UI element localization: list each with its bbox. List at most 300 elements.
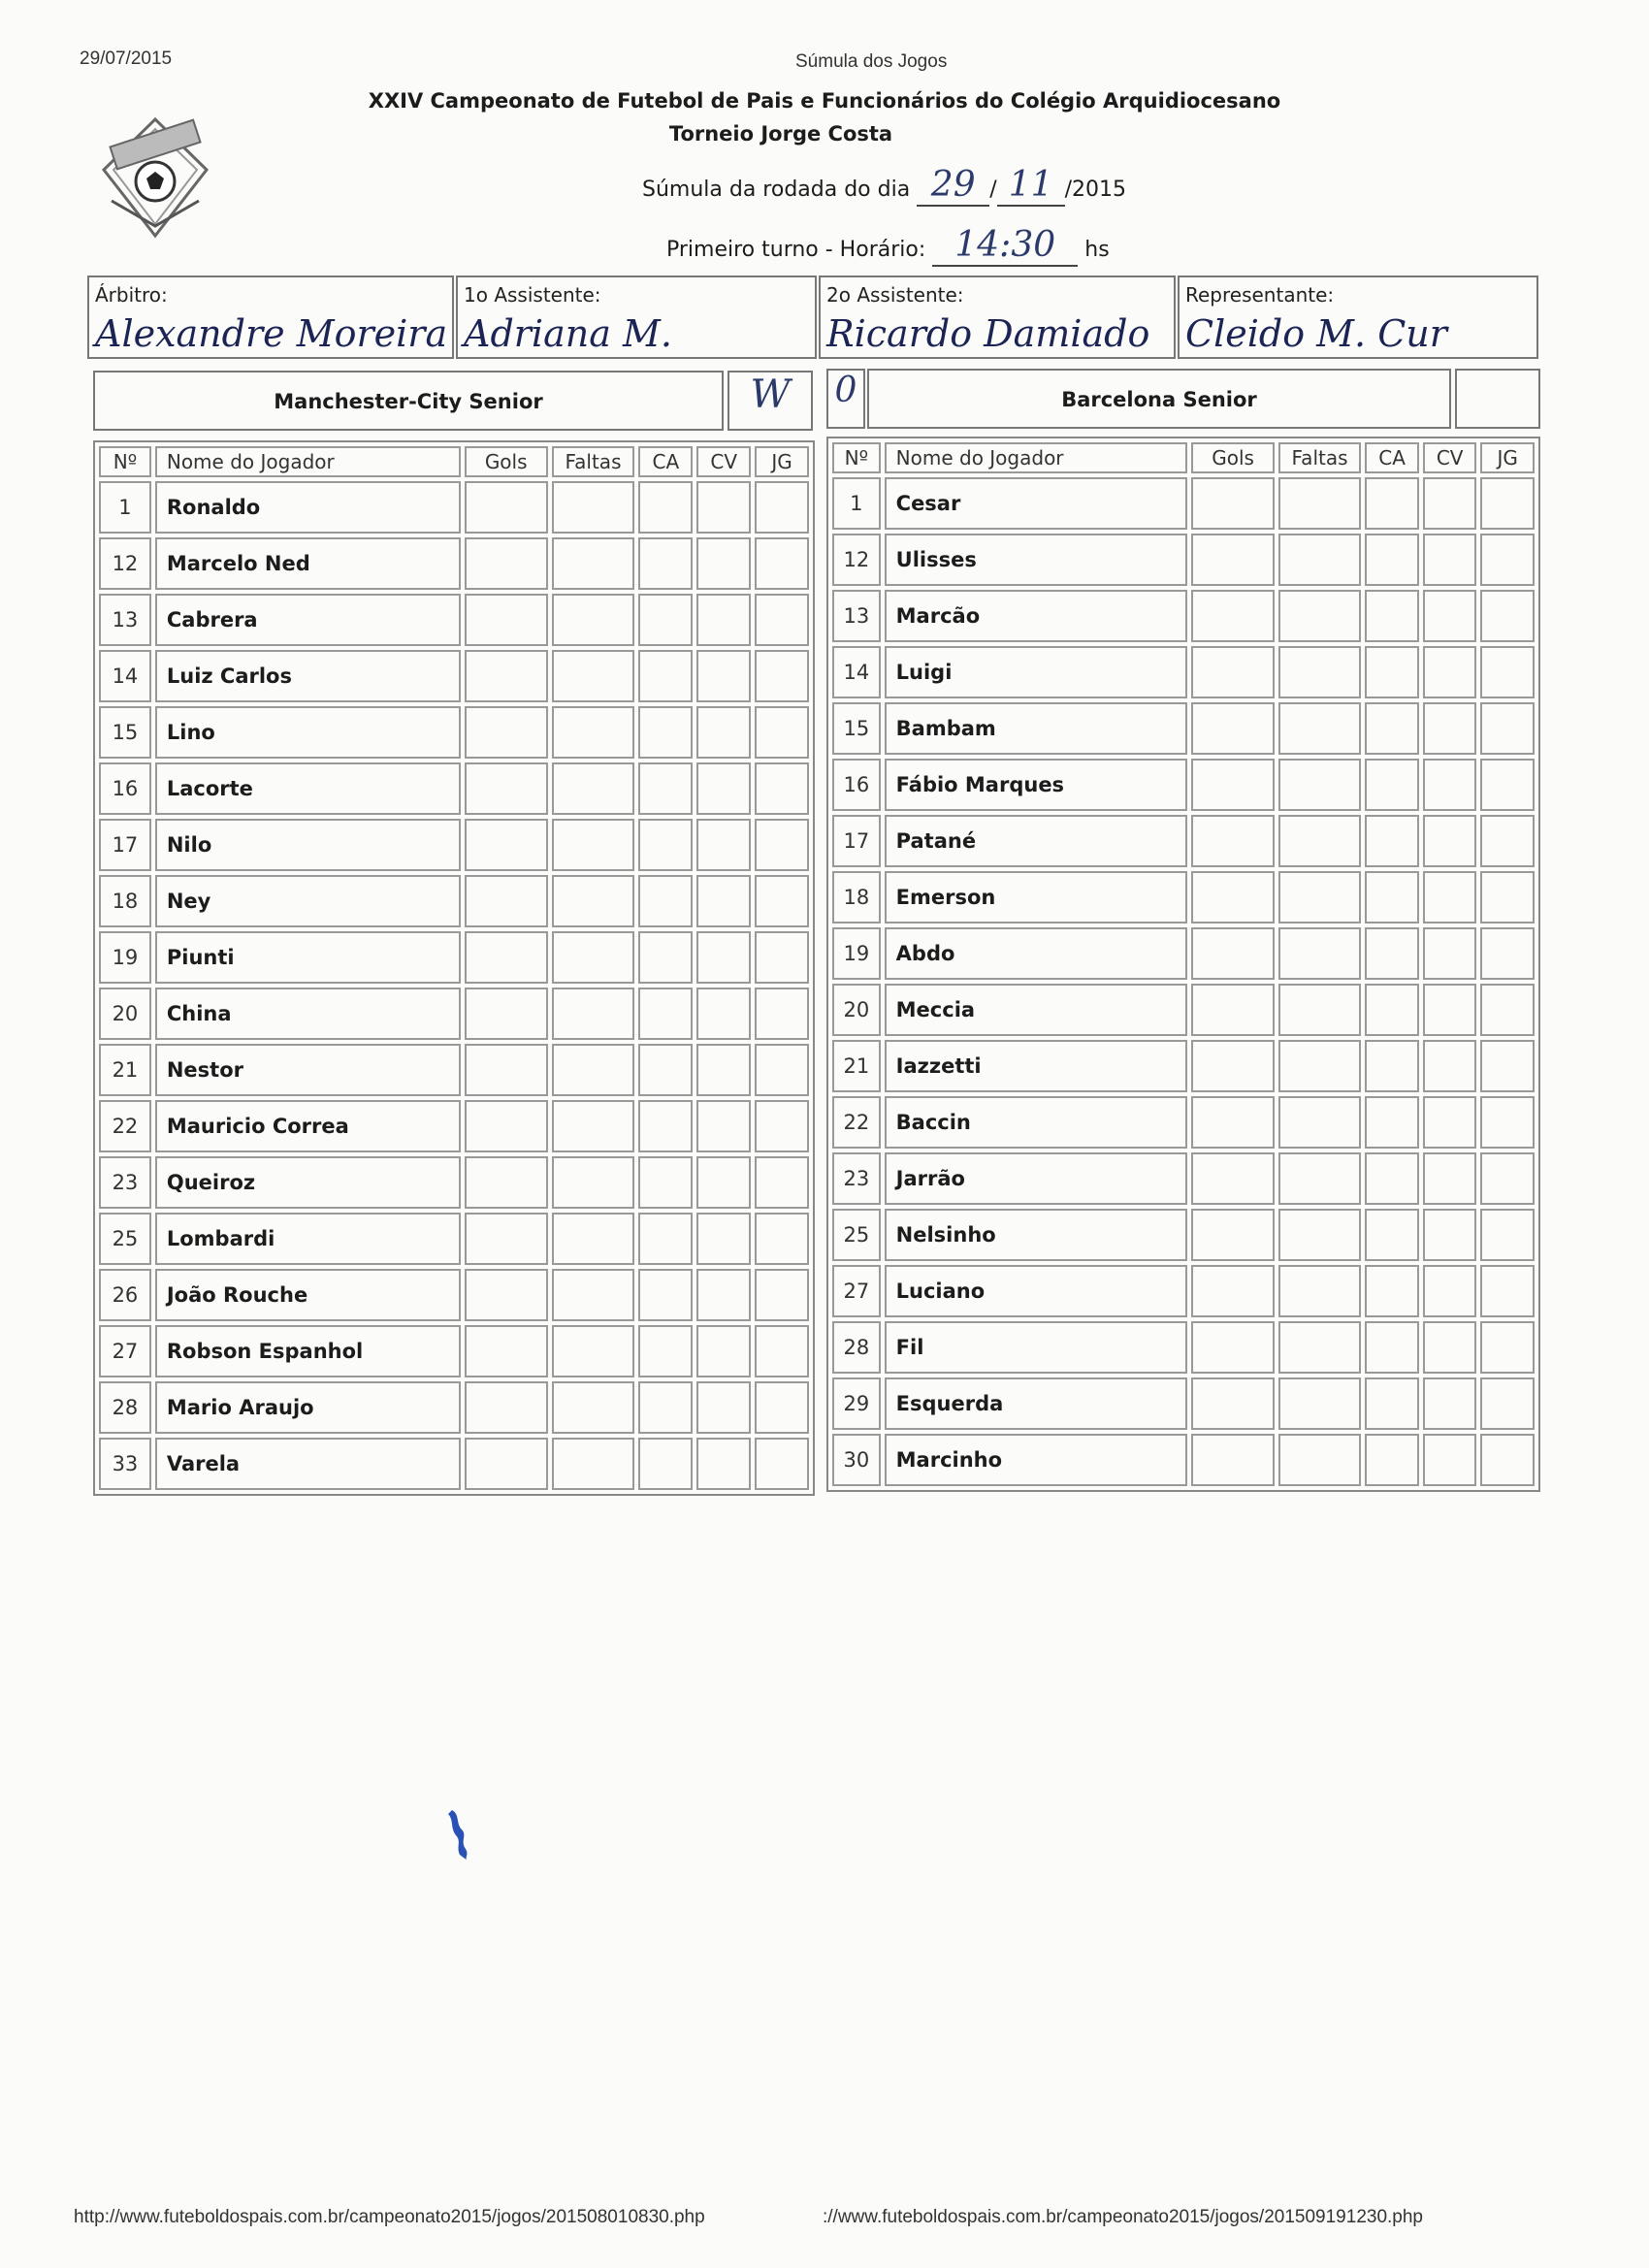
cv-cell[interactable]: [696, 1269, 751, 1321]
jg-cell[interactable]: [1480, 1434, 1535, 1486]
referee-box: [87, 275, 454, 359]
player-name: Ronaldo: [155, 481, 461, 534]
player-number: 17: [832, 815, 881, 867]
goals-cell[interactable]: [465, 1325, 548, 1377]
player-name: Luiz Carlos: [155, 650, 461, 702]
player-number: 15: [99, 706, 151, 759]
fouls-cell[interactable]: [552, 1213, 635, 1265]
player-name: Abdo: [885, 927, 1188, 980]
table-row: [99, 1438, 809, 1490]
cv-cell[interactable]: [1423, 1209, 1477, 1261]
player-number: 23: [832, 1152, 881, 1205]
fouls-cell[interactable]: [1278, 1209, 1362, 1261]
fouls-cell[interactable]: [1278, 590, 1362, 642]
jg-cell[interactable]: [1480, 702, 1535, 755]
ca-cell[interactable]: [638, 1213, 693, 1265]
turn-time: 14:30: [932, 225, 1078, 267]
goals-cell[interactable]: [1191, 646, 1274, 698]
fouls-cell[interactable]: [1278, 646, 1362, 698]
cv-cell[interactable]: [696, 650, 751, 702]
assistant-1-label: 1o Assistente:: [464, 283, 601, 307]
ca-cell[interactable]: [1365, 1377, 1419, 1430]
cv-cell[interactable]: [696, 1156, 751, 1209]
tournament-title: Torneio Jorge Costa: [668, 122, 893, 146]
goals-cell[interactable]: [465, 762, 548, 815]
player-name: Marcão: [885, 590, 1188, 642]
roster-body: [99, 481, 809, 1490]
player-name: Nelsinho: [885, 1209, 1188, 1261]
table-row: [99, 481, 809, 534]
fouls-cell[interactable]: [1278, 759, 1362, 811]
table-row: [832, 815, 1535, 867]
goals-cell[interactable]: [465, 1100, 548, 1152]
table-row: [99, 594, 809, 646]
ca-cell[interactable]: [1365, 534, 1419, 586]
goals-cell[interactable]: [465, 1156, 548, 1209]
table-row: [99, 1381, 809, 1434]
cv-cell[interactable]: [1423, 702, 1477, 755]
player-number: 15: [832, 702, 881, 755]
cv-cell[interactable]: [1423, 1040, 1477, 1092]
fouls-cell[interactable]: [1278, 815, 1362, 867]
jg-cell[interactable]: [1480, 1377, 1535, 1430]
table-row: [99, 819, 809, 871]
roster-table: [826, 437, 1540, 1492]
col-fouls: Faltas: [1278, 442, 1362, 473]
referee-signature: Alexandre Moreira: [95, 312, 448, 355]
ca-cell[interactable]: [1365, 1265, 1419, 1317]
table-row: [99, 1213, 809, 1265]
cv-cell[interactable]: [1423, 815, 1477, 867]
player-name: Ulisses: [885, 534, 1188, 586]
goals-cell[interactable]: [1191, 477, 1274, 530]
goals-cell[interactable]: [465, 988, 548, 1040]
goals-cell[interactable]: [1191, 1434, 1274, 1486]
player-name: Cesar: [885, 477, 1188, 530]
ca-cell[interactable]: [638, 1156, 693, 1209]
fouls-cell[interactable]: [552, 481, 635, 534]
cv-cell[interactable]: [1423, 927, 1477, 980]
fouls-cell[interactable]: [552, 875, 635, 927]
player-number: 33: [99, 1438, 151, 1490]
ca-cell[interactable]: [1365, 1152, 1419, 1205]
jg-cell[interactable]: [1480, 1096, 1535, 1149]
col-num: Nº: [99, 446, 151, 477]
table-row: [832, 1040, 1535, 1092]
col-cv: CV: [1423, 442, 1477, 473]
club-crest-icon: [92, 112, 218, 243]
ca-cell[interactable]: [1365, 477, 1419, 530]
fouls-cell[interactable]: [552, 1381, 635, 1434]
table-row: [99, 762, 809, 815]
player-number: 27: [99, 1325, 151, 1377]
goals-cell[interactable]: [1191, 534, 1274, 586]
ca-cell[interactable]: [1365, 1434, 1419, 1486]
player-name: Esquerda: [885, 1377, 1188, 1430]
table-row: [99, 650, 809, 702]
player-name: Mauricio Correa: [155, 1100, 461, 1152]
cv-cell[interactable]: [696, 1438, 751, 1490]
fouls-cell[interactable]: [1278, 1377, 1362, 1430]
assistant-1-signature: Adriana M.: [464, 312, 672, 355]
player-name: Fábio Marques: [885, 759, 1188, 811]
fouls-cell[interactable]: [1278, 1040, 1362, 1092]
cv-cell[interactable]: [696, 931, 751, 984]
player-name: Luigi: [885, 646, 1188, 698]
player-name: Baccin: [885, 1096, 1188, 1149]
fouls-cell[interactable]: [552, 762, 635, 815]
turn-time-line: [666, 225, 1110, 267]
assistant-2-signature: Ricardo Damiado: [826, 312, 1150, 355]
goals-cell[interactable]: [1191, 1096, 1274, 1149]
jg-cell[interactable]: [755, 481, 809, 534]
player-number: 27: [832, 1265, 881, 1317]
jg-cell[interactable]: [1480, 984, 1535, 1036]
player-number: 22: [99, 1100, 151, 1152]
fouls-cell[interactable]: [552, 1100, 635, 1152]
jg-cell[interactable]: [1480, 1265, 1535, 1317]
ca-cell[interactable]: [1365, 927, 1419, 980]
fouls-cell[interactable]: [552, 1325, 635, 1377]
fouls-cell[interactable]: [552, 931, 635, 984]
player-name: Lino: [155, 706, 461, 759]
roster-header-row: [832, 442, 1535, 473]
jg-cell[interactable]: [755, 819, 809, 871]
cv-cell[interactable]: [696, 1044, 751, 1096]
goals-cell[interactable]: [1191, 1265, 1274, 1317]
fouls-cell[interactable]: [1278, 534, 1362, 586]
player-number: 18: [832, 871, 881, 923]
team-name: Manchester-City Senior: [274, 390, 543, 413]
cv-cell[interactable]: [1423, 534, 1477, 586]
fouls-cell[interactable]: [1278, 477, 1362, 530]
cv-cell[interactable]: [1423, 871, 1477, 923]
player-name: Marcinho: [885, 1434, 1188, 1486]
fouls-cell[interactable]: [1278, 871, 1362, 923]
player-number: 25: [832, 1209, 881, 1261]
goals-cell[interactable]: [465, 1381, 548, 1434]
ca-cell[interactable]: [1365, 590, 1419, 642]
ca-cell[interactable]: [638, 481, 693, 534]
team-name: Barcelona Senior: [1061, 388, 1257, 411]
fouls-cell[interactable]: [552, 1044, 635, 1096]
goals-cell[interactable]: [465, 706, 548, 759]
jg-cell[interactable]: [1480, 1321, 1535, 1374]
goals-cell[interactable]: [1191, 1152, 1274, 1205]
goals-cell[interactable]: [1191, 702, 1274, 755]
cv-cell[interactable]: [1423, 1096, 1477, 1149]
jg-cell[interactable]: [1480, 1209, 1535, 1261]
table-row: [832, 1209, 1535, 1261]
player-name: Queiroz: [155, 1156, 461, 1209]
ca-cell[interactable]: [1365, 815, 1419, 867]
table-row: [99, 875, 809, 927]
fouls-cell[interactable]: [552, 650, 635, 702]
fouls-cell[interactable]: [1278, 1321, 1362, 1374]
round-date-line: Súmula da rodada do dia 29 / 11 /2015: [642, 165, 1127, 205]
player-name: Meccia: [885, 984, 1188, 1036]
round-day: 29: [917, 165, 989, 207]
player-number: 21: [99, 1044, 151, 1096]
footer-url-left: http://www.futeboldospais.com.br/campeonato2015/jogos/201508010830.php: [74, 2207, 705, 2227]
cv-cell[interactable]: [1423, 1152, 1477, 1205]
cv-cell[interactable]: [1423, 477, 1477, 530]
fouls-cell[interactable]: [552, 594, 635, 646]
table-row: [832, 871, 1535, 923]
cv-cell[interactable]: [696, 762, 751, 815]
player-name: Robson Espanhol: [155, 1325, 461, 1377]
ca-cell[interactable]: [638, 1381, 693, 1434]
ca-cell[interactable]: [1365, 1040, 1419, 1092]
goals-cell[interactable]: [465, 650, 548, 702]
goals-cell[interactable]: [1191, 1209, 1274, 1261]
goals-cell[interactable]: [465, 1213, 548, 1265]
table-row: [99, 1100, 809, 1152]
player-number: 12: [832, 534, 881, 586]
goals-cell[interactable]: [1191, 759, 1274, 811]
jg-cell[interactable]: [1480, 534, 1535, 586]
table-row: [832, 1434, 1535, 1486]
table-row: [99, 931, 809, 984]
jg-cell[interactable]: [755, 875, 809, 927]
player-name: Nestor: [155, 1044, 461, 1096]
player-name: Piunti: [155, 931, 461, 984]
col-ca: CA: [1365, 442, 1419, 473]
cv-cell[interactable]: [696, 594, 751, 646]
player-number: 30: [832, 1434, 881, 1486]
player-number: 26: [99, 1269, 151, 1321]
col-goals: Gols: [465, 446, 548, 477]
goals-cell[interactable]: [1191, 871, 1274, 923]
cv-cell[interactable]: [696, 706, 751, 759]
ca-cell[interactable]: [638, 1438, 693, 1490]
player-number: 16: [832, 759, 881, 811]
goals-cell[interactable]: [1191, 927, 1274, 980]
representative-label: Representante:: [1185, 283, 1335, 307]
cv-cell[interactable]: [696, 537, 751, 590]
col-fouls: Faltas: [552, 446, 635, 477]
fouls-cell[interactable]: [1278, 1265, 1362, 1317]
jg-cell[interactable]: [755, 650, 809, 702]
cv-cell[interactable]: [1423, 759, 1477, 811]
ca-cell[interactable]: [638, 1100, 693, 1152]
fouls-cell[interactable]: [552, 988, 635, 1040]
jg-cell[interactable]: [755, 1269, 809, 1321]
jg-cell[interactable]: [1480, 927, 1535, 980]
ca-cell[interactable]: [638, 706, 693, 759]
table-row: [99, 988, 809, 1040]
player-name: Fil: [885, 1321, 1188, 1374]
jg-cell[interactable]: [1480, 1152, 1535, 1205]
ca-cell[interactable]: [638, 819, 693, 871]
ca-cell[interactable]: [638, 537, 693, 590]
fouls-cell[interactable]: [1278, 702, 1362, 755]
player-number: 29: [832, 1377, 881, 1430]
player-name: China: [155, 988, 461, 1040]
cv-cell[interactable]: [1423, 1265, 1477, 1317]
ca-cell[interactable]: [638, 762, 693, 815]
turn-suffix: hs: [1084, 238, 1110, 262]
cv-cell[interactable]: [696, 1381, 751, 1434]
round-year: /2015: [1064, 178, 1127, 202]
jg-cell[interactable]: [755, 931, 809, 984]
goals-cell[interactable]: [465, 537, 548, 590]
ca-cell[interactable]: [638, 875, 693, 927]
table-row: [99, 1269, 809, 1321]
table-row: [99, 1325, 809, 1377]
goals-cell[interactable]: [1191, 590, 1274, 642]
fouls-cell[interactable]: [552, 537, 635, 590]
ca-cell[interactable]: [638, 1269, 693, 1321]
ca-cell[interactable]: [638, 650, 693, 702]
goals-cell[interactable]: [465, 1438, 548, 1490]
representative-box: [1178, 275, 1538, 359]
col-ca: CA: [638, 446, 693, 477]
ca-cell[interactable]: [638, 931, 693, 984]
team-extra-box: [1455, 369, 1540, 429]
player-number: 25: [99, 1213, 151, 1265]
jg-cell[interactable]: [755, 537, 809, 590]
cv-cell[interactable]: [696, 1213, 751, 1265]
player-number: 13: [832, 590, 881, 642]
cv-cell[interactable]: [1423, 984, 1477, 1036]
ca-cell[interactable]: [638, 594, 693, 646]
ca-cell[interactable]: [1365, 1209, 1419, 1261]
player-name: Ney: [155, 875, 461, 927]
fouls-cell[interactable]: [552, 1156, 635, 1209]
ca-cell[interactable]: [1365, 871, 1419, 923]
jg-cell[interactable]: [1480, 477, 1535, 530]
fouls-cell[interactable]: [1278, 927, 1362, 980]
jg-cell[interactable]: [1480, 1040, 1535, 1092]
table-row: [832, 590, 1535, 642]
fouls-cell[interactable]: [1278, 984, 1362, 1036]
jg-cell[interactable]: [755, 988, 809, 1040]
goals-cell[interactable]: [1191, 1040, 1274, 1092]
round-month: 11: [997, 165, 1065, 207]
jg-cell[interactable]: [755, 1438, 809, 1490]
fouls-cell[interactable]: [1278, 1096, 1362, 1149]
ca-cell[interactable]: [1365, 759, 1419, 811]
player-number: 13: [99, 594, 151, 646]
ca-cell[interactable]: [1365, 702, 1419, 755]
col-name: Nome do Jogador: [155, 446, 461, 477]
ca-cell[interactable]: [1365, 646, 1419, 698]
jg-cell[interactable]: [755, 1381, 809, 1434]
goals-cell[interactable]: [465, 875, 548, 927]
table-row: [832, 1152, 1535, 1205]
jg-cell[interactable]: [755, 706, 809, 759]
cv-cell[interactable]: [696, 1325, 751, 1377]
referee-label: Árbitro:: [95, 283, 168, 307]
jg-cell[interactable]: [755, 762, 809, 815]
ca-cell[interactable]: [1365, 984, 1419, 1036]
player-name: Emerson: [885, 871, 1188, 923]
player-number: 1: [99, 481, 151, 534]
ca-cell[interactable]: [638, 988, 693, 1040]
player-number: 19: [99, 931, 151, 984]
cv-cell[interactable]: [1423, 1434, 1477, 1486]
ink-mark-icon: [446, 1806, 475, 1863]
cv-cell[interactable]: [1423, 590, 1477, 642]
jg-cell[interactable]: [1480, 646, 1535, 698]
ca-cell[interactable]: [1365, 1096, 1419, 1149]
table-row: [832, 477, 1535, 530]
player-name: Nilo: [155, 819, 461, 871]
ca-cell[interactable]: [1365, 1321, 1419, 1374]
player-number: 16: [99, 762, 151, 815]
fouls-cell[interactable]: [552, 1438, 635, 1490]
goals-cell[interactable]: [465, 481, 548, 534]
player-number: 12: [99, 537, 151, 590]
ca-cell[interactable]: [638, 1044, 693, 1096]
player-number: 23: [99, 1156, 151, 1209]
table-row: [832, 759, 1535, 811]
fouls-cell[interactable]: [552, 1269, 635, 1321]
table-row: [832, 702, 1535, 755]
goals-cell[interactable]: [465, 819, 548, 871]
fouls-cell[interactable]: [552, 819, 635, 871]
jg-cell[interactable]: [755, 1213, 809, 1265]
ca-cell[interactable]: [638, 1325, 693, 1377]
cv-cell[interactable]: [696, 988, 751, 1040]
assistant-2-box: [819, 275, 1176, 359]
fouls-cell[interactable]: [552, 706, 635, 759]
table-row: [832, 646, 1535, 698]
goals-cell[interactable]: [465, 1044, 548, 1096]
jg-cell[interactable]: [755, 1044, 809, 1096]
cv-cell[interactable]: [1423, 646, 1477, 698]
cv-cell[interactable]: [696, 481, 751, 534]
goals-cell[interactable]: [465, 594, 548, 646]
goals-cell[interactable]: [1191, 984, 1274, 1036]
goals-cell[interactable]: [1191, 1377, 1274, 1430]
fouls-cell[interactable]: [1278, 1434, 1362, 1486]
table-row: [832, 984, 1535, 1036]
player-number: 28: [832, 1321, 881, 1374]
cv-cell[interactable]: [1423, 1321, 1477, 1374]
jg-cell[interactable]: [1480, 590, 1535, 642]
goals-cell[interactable]: [1191, 1321, 1274, 1374]
table-row: [832, 1321, 1535, 1374]
cv-cell[interactable]: [1423, 1377, 1477, 1430]
roster-header-row: [99, 446, 809, 477]
jg-cell[interactable]: [1480, 815, 1535, 867]
jg-cell[interactable]: [755, 1100, 809, 1152]
goals-cell[interactable]: [465, 931, 548, 984]
team-score: 0: [826, 369, 865, 429]
jg-cell[interactable]: [1480, 871, 1535, 923]
player-number: 19: [832, 927, 881, 980]
fouls-cell[interactable]: [1278, 1152, 1362, 1205]
jg-cell[interactable]: [755, 1156, 809, 1209]
roster-table: [93, 440, 815, 1496]
jg-cell[interactable]: [755, 1325, 809, 1377]
jg-cell[interactable]: [755, 594, 809, 646]
cv-cell[interactable]: [696, 819, 751, 871]
jg-cell[interactable]: [1480, 759, 1535, 811]
assistant-1-box: [456, 275, 817, 359]
player-name: Iazzetti: [885, 1040, 1188, 1092]
cv-cell[interactable]: [696, 1100, 751, 1152]
goals-cell[interactable]: [465, 1269, 548, 1321]
player-name: Mario Araujo: [155, 1381, 461, 1434]
cv-cell[interactable]: [696, 875, 751, 927]
goals-cell[interactable]: [1191, 815, 1274, 867]
col-num: Nº: [832, 442, 881, 473]
player-name: Patané: [885, 815, 1188, 867]
table-row: [832, 534, 1535, 586]
